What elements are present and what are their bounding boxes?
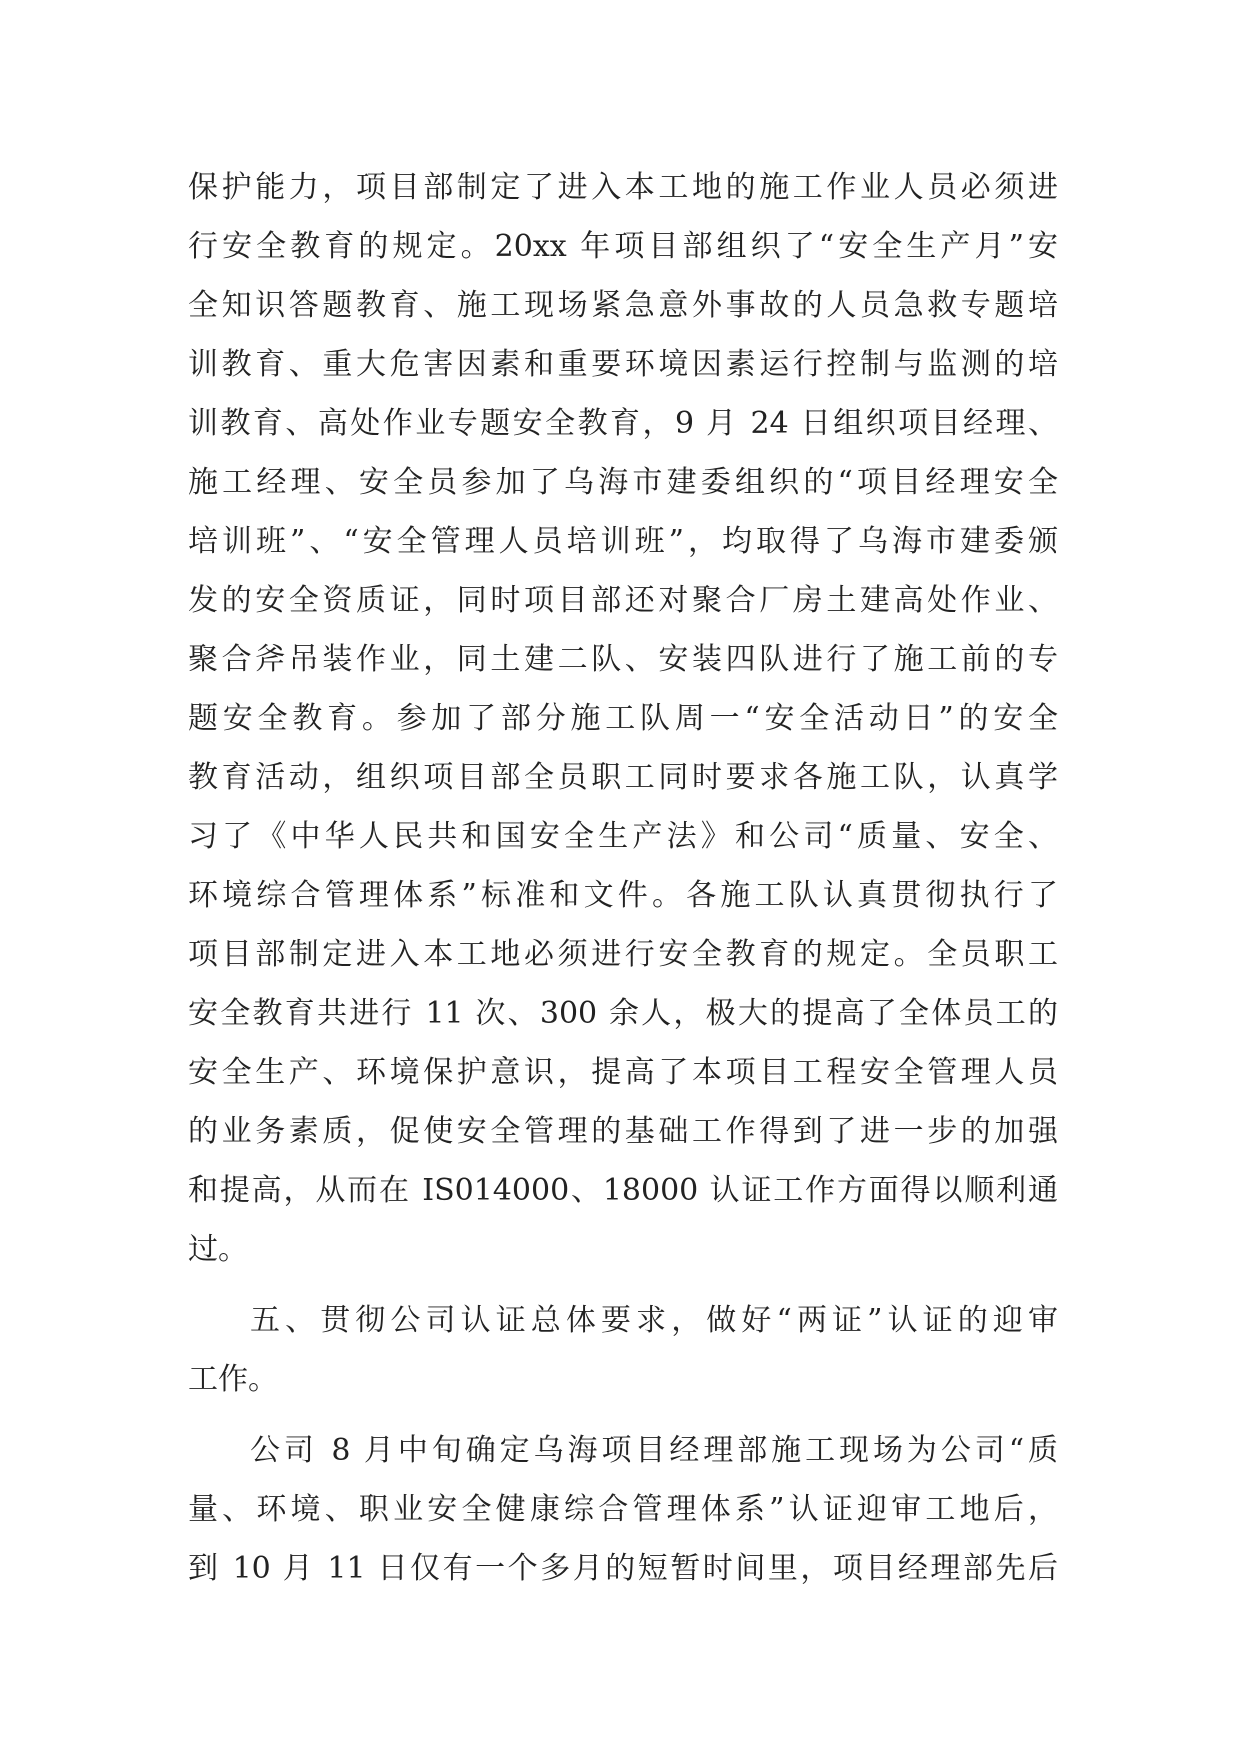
text-line: 安全教育共进行 11 次、300 余人，极大的提高了全体员工的 (188, 996, 1058, 1031)
text-line: 教育活动，组织项目部全员职工同时要求各施工队，认真学 (188, 760, 1058, 795)
text-line: 到 10 月 11 日仅有一个多月的短暂时间里，项目经理部先后 (188, 1551, 1058, 1586)
text-line: 公司 8 月中旬确定乌海项目经理部施工现场为公司“质 (250, 1433, 1058, 1468)
paragraph-gap (188, 1279, 1058, 1291)
text-line: 训教育、重大危害因素和重要环境因素运行控制与监测的培 (188, 347, 1058, 382)
text-line: 量、环境、职业安全健康综合管理体系”认证迎审工地后， (188, 1492, 1058, 1527)
paragraph (188, 1421, 1058, 1598)
heading-line: 工作。 (188, 1362, 278, 1397)
text-line: 行安全教育的规定。20xx 年项目部组织了“安全生产月”安 (188, 229, 1058, 264)
text-line: 安全生产、环境保护意识，提高了本项目工程安全管理人员 (188, 1055, 1058, 1090)
section-heading (188, 1291, 1058, 1409)
text-line: 训教育、高处作业专题安全教育，9 月 24 日组织项目经理、 (188, 406, 1058, 441)
text-line: 聚合斧吊装作业，同土建二队、安装四队进行了施工前的专 (188, 642, 1058, 677)
text-line: 施工经理、安全员参加了乌海市建委组织的“项目经理安全 (188, 465, 1058, 500)
text-line: 过。 (188, 1232, 248, 1267)
text-line: 和提高，从而在 IS014000、18000 认证工作方面得以顺利通 (188, 1173, 1058, 1208)
text-line: 发的安全资质证，同时项目部还对聚合厂房土建高处作业、 (188, 583, 1058, 618)
text-line: 环境综合管理体系”标准和文件。各施工队认真贯彻执行了 (188, 878, 1058, 913)
text-line: 培训班”、“安全管理人员培训班”，均取得了乌海市建委颁 (188, 524, 1058, 559)
text-line: 习了《中华人民共和国安全生产法》和公司“质量、安全、 (188, 819, 1058, 854)
text-line: 项目部制定进入本工地必须进行安全教育的规定。全员职工 (188, 937, 1058, 972)
text-line: 保护能力，项目部制定了进入本工地的施工作业人员必须进 (188, 170, 1058, 205)
heading-line: 五、贯彻公司认证总体要求，做好“两证”认证的迎审 (250, 1303, 1058, 1338)
paragraph (188, 158, 1058, 1279)
document-body (188, 158, 1058, 1598)
text-line: 的业务素质，促使安全管理的基础工作得到了进一步的加强 (188, 1114, 1058, 1149)
paragraph-gap (188, 1409, 1058, 1421)
text-line: 全知识答题教育、施工现场紧急意外事故的人员急救专题培 (188, 288, 1058, 323)
text-line: 题安全教育。参加了部分施工队周一“安全活动日”的安全 (188, 701, 1058, 736)
